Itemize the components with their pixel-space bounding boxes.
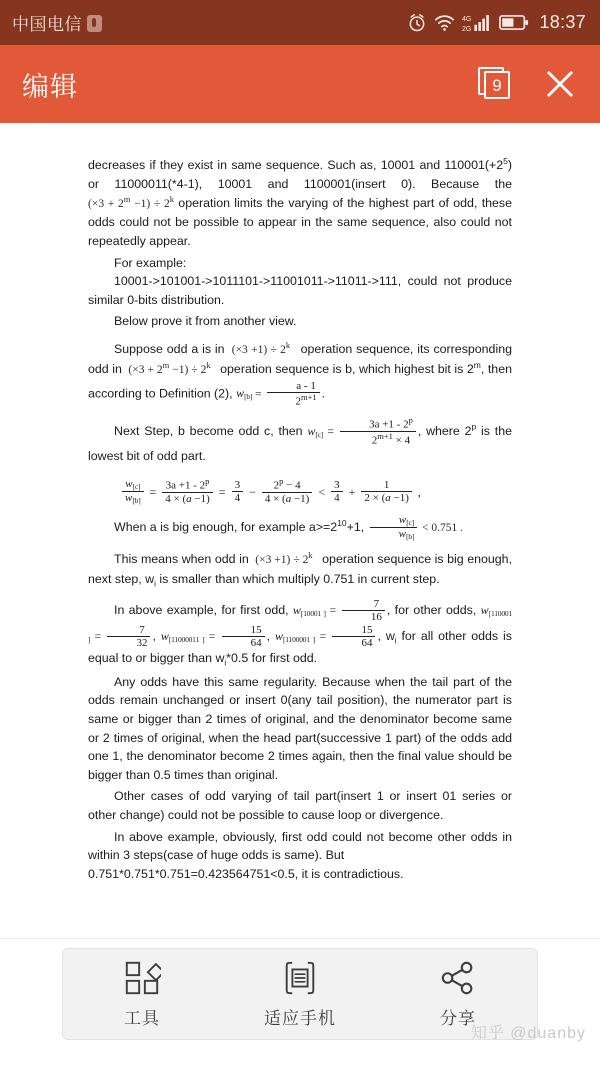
status-bar-right <box>407 12 586 33</box>
close-icon[interactable] <box>542 66 578 102</box>
para8-w1: w[10001 ] <box>292 603 326 619</box>
para4-text-1: Suppose odd a is in <box>114 341 229 356</box>
tools-grid-icon <box>123 959 161 997</box>
para8-fraction-4-numerator: 15 <box>361 623 373 636</box>
para8-fraction-3-numerator: 15 <box>250 623 262 636</box>
app-bar <box>0 45 600 123</box>
equation-term-1 <box>162 477 213 505</box>
equation-term-2-numerator: 3 <box>234 478 241 491</box>
para8-text-7: *0.5 for first odd. <box>226 651 318 666</box>
equation-less-than: < <box>318 484 326 499</box>
bottom-toolbar-panel <box>62 948 538 1040</box>
para8-equals-3: = <box>204 630 220 643</box>
bottom-toolbar <box>0 940 600 1067</box>
paragraph-in-above-example <box>88 598 512 670</box>
para8-w3: w[11000011 ] <box>160 628 205 644</box>
alarm-icon <box>407 13 427 33</box>
para8-text-3: , <box>152 628 161 643</box>
para4-sup-1: m <box>473 360 481 371</box>
para1-math-1: $(\times 3 + 2^m -1) \div 2^k$ <box>88 194 174 211</box>
para8-fraction-4-denominator: 64 <box>332 636 375 649</box>
share-icon <box>439 959 477 997</box>
equation-term-3 <box>262 477 313 505</box>
para6-text-1: When a is big enough, for example a>=2 <box>114 519 338 534</box>
paragraph-contradictious-b: 0.751*0.751*0.751=0.423564751<0.5, it is contradictious. <box>88 866 404 881</box>
para7-text-2: operation sequence is big enough, next step, w <box>88 552 513 586</box>
para8-text-4: , <box>266 628 275 643</box>
paragraph-this-means <box>88 549 512 590</box>
equation-term-1-denominator: 4 × (a −1) <box>162 492 213 505</box>
equation-term-5 <box>361 479 412 505</box>
paragraph-1 <box>88 155 512 251</box>
para4-w-subscript: [b] <box>244 391 253 401</box>
para8-w2: w[110001 ] <box>88 603 512 644</box>
para1-text-3: operation limits the varying of the highest part of odd, these odds could not be possible to appear in the same sequence, also could not repeatedly appear. <box>88 196 512 249</box>
para8-w4: w[1100001 ] <box>274 628 316 644</box>
equation-equals-2: = <box>218 484 226 499</box>
equation-term-5-numerator: 1 <box>383 478 390 491</box>
para8-fraction-2-numerator: 7 <box>139 623 145 636</box>
para5-fraction-numerator: 3a +1 - 2$^p$ <box>369 414 413 431</box>
app-bar-actions <box>478 66 578 102</box>
para5-text-2: , where 2 <box>417 423 472 438</box>
para8-text-6: for all other odds is equal to or bigger than w <box>88 628 512 666</box>
para5-equals: = <box>323 425 339 438</box>
equation-term-5-denominator: 2 × (a −1) <box>361 491 412 504</box>
equation-term-4-denominator: 4 <box>331 491 343 504</box>
status-bar <box>0 0 600 45</box>
equation-term-2-denominator: 4 <box>232 491 244 504</box>
equation-term-3-denominator: 4 × (a −1) <box>262 492 313 505</box>
paragraph-next-step <box>88 416 512 466</box>
paragraph-when-a-big <box>88 514 512 542</box>
para8-fraction-1-numerator: 7 <box>373 597 380 610</box>
signal-4g-icon <box>462 13 492 33</box>
para5-text-1: Next Step, b become odd c, then <box>114 423 308 438</box>
para4-math-1: $(\times 3 +1) \div 2^k$ <box>228 340 291 356</box>
toolbar-item-tools-label: 工具 <box>124 1009 160 1028</box>
para4-fraction <box>267 380 320 408</box>
paragraph-contradictious-a: In above example, obviously, first odd could not become other odds in within 3 steps(case of huge odds is same). But <box>88 829 512 863</box>
paragraph-other-cases: Other cases of odd varying of tail part(insert 1 or insert 01 series or other change) could not be possible to cause loop or divergence. <box>88 789 512 822</box>
toolbar-item-share[interactable] <box>398 959 518 1029</box>
equation-lhs-denominator: w[b] <box>122 491 144 505</box>
para8-fraction-3 <box>222 624 265 650</box>
para4-equals: = <box>252 387 265 400</box>
para8-sub-i-2: i <box>224 658 227 668</box>
para4-w-symbol: w[b] <box>236 385 253 401</box>
para8-fraction-1-denominator: 16 <box>342 610 385 623</box>
para5-text-3: is the lowest bit of odd part. <box>88 423 512 463</box>
equation-term-1-numerator: 3a +1 - 2$^p$ <box>165 476 210 493</box>
clock-label: 18:37 <box>539 12 586 32</box>
equation-comma: , <box>417 484 421 499</box>
para8-text-1: In above example, for first odd, <box>114 603 293 618</box>
para6-fraction <box>370 514 418 542</box>
page-count-icon[interactable] <box>478 67 512 101</box>
para8-equals-2: = <box>90 630 106 643</box>
para6-fraction-denominator: w[b] <box>370 527 418 541</box>
paragraph-for-example-label: For example: <box>114 255 187 270</box>
para8-fraction-3-denominator: 64 <box>222 636 265 649</box>
para5-sup-1: p <box>471 421 477 432</box>
para8-w1-subscript: [10001 ] <box>300 609 326 619</box>
para8-equals-1: = <box>325 605 340 618</box>
para6-sup-1: 10 <box>337 517 347 528</box>
page-title: 编辑 <box>22 71 78 102</box>
battery-icon <box>499 14 529 31</box>
para7-text-3: is smaller than which multiply 0.751 in current step. <box>155 571 440 586</box>
toolbar-item-fit-phone[interactable] <box>240 959 360 1029</box>
para4-fraction-denominator: $2^{m+1}$ <box>267 392 320 408</box>
para8-equals-4: = <box>315 630 331 643</box>
equation-minus: − <box>249 484 256 499</box>
para8-text-2: , for other odds, <box>386 603 481 618</box>
para5-w-symbol: w[c] <box>307 423 324 439</box>
para8-fraction-2-denominator: 32 <box>107 636 150 649</box>
status-bar-left <box>12 10 102 35</box>
para4-fraction-numerator: a - 1 <box>296 379 316 392</box>
para8-w2-subscript: [110001 ] <box>88 609 512 644</box>
para4-text-5: . <box>321 385 326 400</box>
fit-phone-icon <box>281 959 319 997</box>
para7-math-1: $(\times 3 +1) \div 2^k$ <box>252 550 313 567</box>
equation-lhs-numerator: w[c] <box>125 477 141 491</box>
para8-fraction-2 <box>107 624 150 650</box>
para6-text-3: < 0.751 . <box>419 521 464 534</box>
para8-sub-i-1: i <box>394 636 397 646</box>
watermark: 知乎 @duanby <box>470 1025 586 1042</box>
document-sheet[interactable] <box>0 123 600 1067</box>
para4-math-2: $(\times 3 + 2^m -1) \div 2^k$ <box>125 360 211 377</box>
para5-w-subscript: [c] <box>315 429 324 439</box>
paragraph-suppose <box>88 339 512 408</box>
para8-w4-subscript: [1100001 ] <box>282 634 316 644</box>
carrier-label: 中国电信 <box>12 15 82 34</box>
sim-card-icon <box>87 15 102 32</box>
para4-text-4: , then according to Definition (2), <box>88 362 512 400</box>
para5-fraction <box>340 416 416 447</box>
para4-text-3: operation sequence is b, which highest bit is 2 <box>216 362 474 377</box>
para6-text-2: +1, <box>346 519 368 534</box>
equation-equals-1: = <box>149 484 157 499</box>
equation-term-4 <box>331 479 343 505</box>
wifi-icon <box>434 14 455 32</box>
equation-term-2 <box>232 479 244 505</box>
toolbar-item-share-label: 分享 <box>440 1009 476 1028</box>
para4-text-2: operation sequence, its corresponding odd in <box>88 341 512 377</box>
paragraph-any-odds: Any odds have this same regularity. Because when the tail part of the odds remain unchanged or insert 0(any tail position), the numerator part is same or bigger than 2 times of original, and the denominator become same or 2 times of original, when the head part(successive 1 part) of the odds add one 1, the denominator become 2 times again, then the final value should be bigger than 0.5 times than original. <box>88 674 512 782</box>
para1-sup-1: 5 <box>503 156 508 166</box>
equation-plus: + <box>348 484 356 499</box>
display-equation <box>88 477 512 505</box>
para7-sub-1: i <box>154 578 156 588</box>
equation-term-3-numerator: $2^p - 4$ <box>273 476 301 493</box>
content-divider <box>0 938 600 939</box>
paragraph-sequence: 10001->101001->1011101->11001011->11011->111, could not produce similar 0-bits distribution. <box>88 274 512 307</box>
paragraph-below-prove: Below prove it from another view. <box>114 314 297 329</box>
para6-fraction-numerator: w[c] <box>398 513 414 527</box>
para7-text-1: This means when odd in <box>114 552 253 567</box>
para8-fraction-1 <box>342 598 385 624</box>
para5-fraction-denominator: $2^{m+1} \times 4$ <box>340 431 416 447</box>
document-body <box>0 123 600 883</box>
toolbar-item-tools[interactable] <box>82 959 202 1029</box>
para1-text-1: decreases if they exist in same sequence. Such as, 10001 and 110001(+2 <box>88 158 504 173</box>
equation-term-4-numerator: 3 <box>334 478 340 491</box>
page-count-value: 9 <box>484 71 510 99</box>
para8-text-5: , w <box>377 628 395 643</box>
toolbar-item-fit-phone-label: 适应手机 <box>264 1009 336 1028</box>
equation-lhs <box>122 478 144 506</box>
para8-fraction-4 <box>332 624 375 650</box>
svg-text:4G: 4G <box>462 15 472 23</box>
svg-text:2G: 2G <box>462 25 472 33</box>
para1-text-2: ) or 11000011(*4-1), 10001 and 1100001(insert 0). Because the <box>88 158 512 191</box>
para8-w3-subscript: [11000011 ] <box>168 634 205 644</box>
